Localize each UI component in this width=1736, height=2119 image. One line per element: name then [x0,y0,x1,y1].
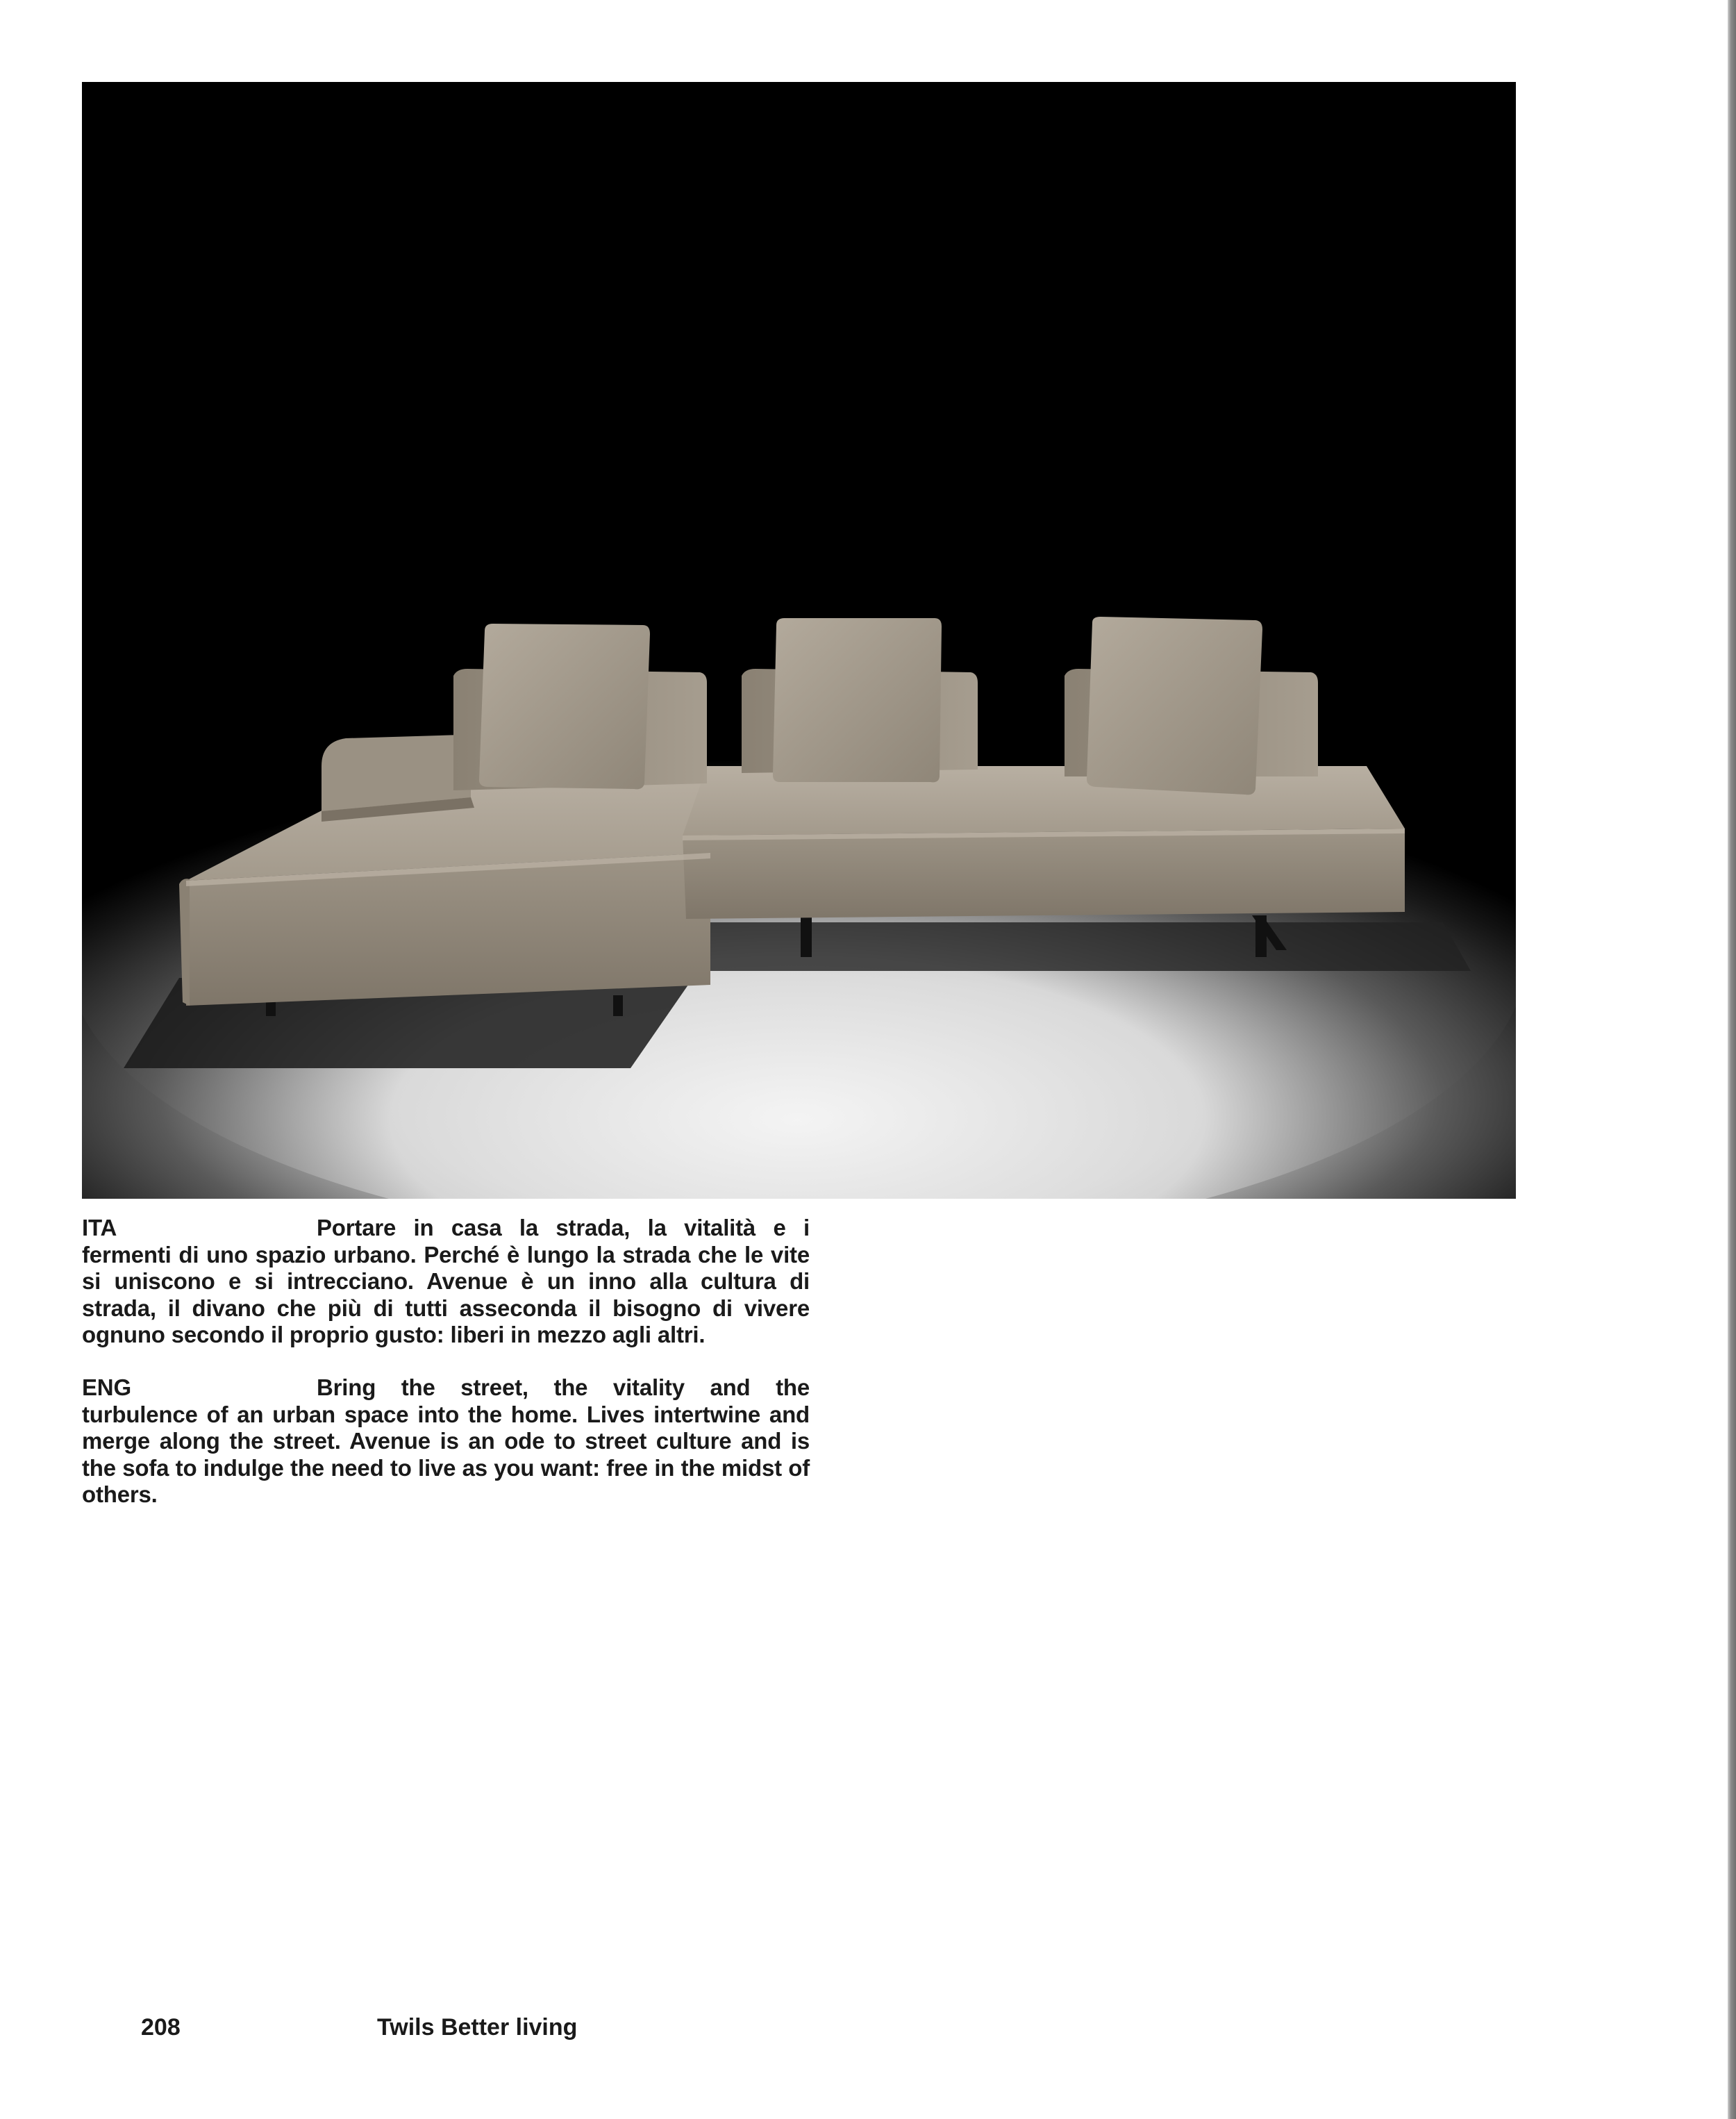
page-number: 208 [141,2014,181,2041]
page-edge-shadow [1728,0,1736,2119]
sofa-illustration [82,82,1516,1199]
footer-brand: Twils Better living [377,2014,578,2041]
italian-description [82,1215,810,1349]
sofa-photo [82,82,1516,1199]
english-text: Bring the street, the vitality and the turbulence of an urban space into the home. Lives intertwine and merge along the street. Avenue is an ode to street culture and is the sofa to indulge the need to live as you want: free in the midst of others. [82,1374,810,1507]
english-description [82,1374,810,1509]
italian-text: Portare in casa la strada, la vitalità e i fermenti di uno spazio urbano. Perché è lungo la strada che le vite si uniscono e si intrecciano. Avenue è un inno alla cultura di strada, il divano che più di tutti asseconda il bisogno di vivere ognuno secondo il proprio gusto: liberi in mezzo agli altri. [82,1215,810,1347]
language-label-ita: ITA [82,1215,117,1240]
language-label-eng: ENG [82,1374,131,1400]
